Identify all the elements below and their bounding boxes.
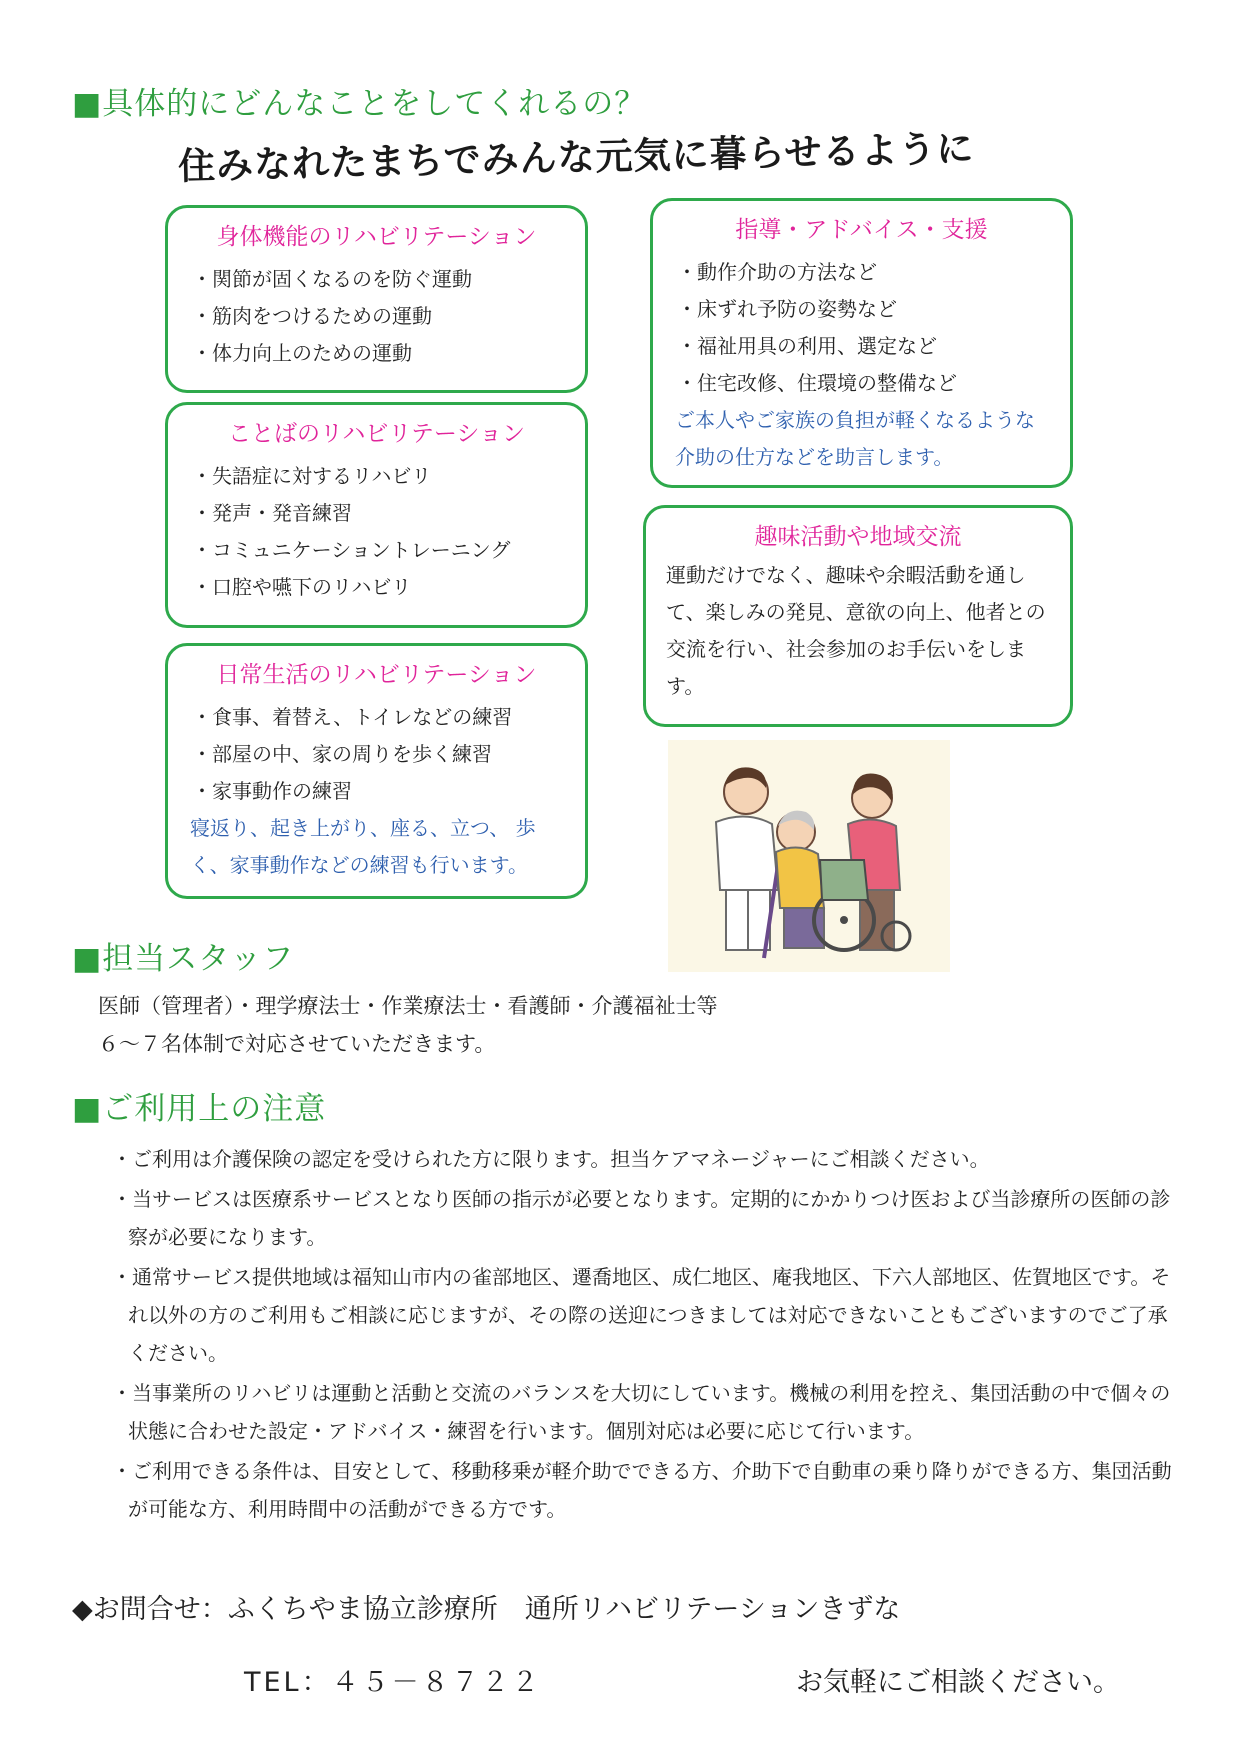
list-item: ・福祉用具の利用、選定など	[677, 334, 937, 358]
list-item: ・食事、着替え、トイレなどの練習	[192, 705, 513, 729]
box-guidance-support	[650, 198, 1073, 488]
list-item: ・家事動作の練習	[192, 779, 352, 803]
box-note: 寝返り、起き上がり、座る、立つ、 歩く、家事動作などの練習も行います。	[190, 816, 536, 877]
list-item: ・住宅改修、住環境の整備など	[677, 371, 957, 395]
caution-list	[100, 1140, 1175, 1530]
caregiver-illustration	[668, 740, 950, 972]
contact-tel: TEL：４５－８７２２	[244, 1667, 542, 1698]
box-hobby-community	[643, 505, 1073, 727]
contact-line: ◆お問合せ：ふくちやま協立診療所 通所リハビリテーションきずな	[72, 1594, 901, 1625]
box-note: ご本人やご家族の負担が軽くなるような介助の仕方などを助言します。	[675, 408, 1035, 469]
box-title: 日常生活のリハビリテーション	[216, 662, 537, 688]
caution-item: ・ご利用できる条件は、目安として、移動移乗が軽介助でできる方、介助下で自動車の乗り降りができる方、集団活動が可能な方、利用時間中の活動ができる方です。	[112, 1459, 1172, 1521]
caution-item: ・ご利用は介護保険の認定を受けられた方に限ります。担当ケアマネージャーにご相談ください。	[112, 1147, 990, 1171]
box-daily-living-rehab	[165, 643, 588, 899]
section-heading-what: ■具体的にどんなことをしてくれるの？	[72, 86, 647, 122]
list-item: ・動作介助の方法など	[677, 260, 877, 284]
main-title: 住みなれたまちでみんな元気に暮らせるように	[177, 126, 975, 188]
box-speech-rehab	[165, 402, 588, 628]
list-item: ・失語症に対するリハビリ	[192, 464, 432, 488]
caution-item: ・通常サービス提供地域は福知山市内の雀部地区、遷喬地区、成仁地区、庵我地区、下六人部地区、佐賀地区です。それ以外の方のご利用もご相談に応じますが、その際の送迎につきましては対応できないこともございますのでご了承ください。	[112, 1265, 1171, 1365]
section-heading-caution: ■ご利用上の注意	[72, 1091, 327, 1127]
box-paragraph: 運動だけでなく、趣味や余暇活動を通して、楽しみの発見、意欲の向上、他者との交流を行い、社会参加のお手伝いをします。	[666, 563, 1046, 698]
caregiver-illustration-svg	[668, 740, 950, 972]
box-title: 指導・アドバイス・支援	[735, 217, 988, 243]
box-title: 趣味活動や地域交流	[754, 524, 962, 550]
list-item: ・発声・発音練習	[192, 501, 352, 525]
box-physical-rehab	[165, 205, 588, 393]
list-item: ・口腔や嚥下のリハビリ	[192, 575, 412, 599]
list-item: ・筋肉をつけるための運動	[192, 304, 432, 328]
box-title: ことばのリハビリテーション	[228, 421, 525, 447]
list-item: ・コミュニケーショントレーニング	[192, 538, 511, 562]
list-item: ・床ずれ予防の姿勢など	[677, 297, 897, 321]
list-item: ・体力向上のための運動	[192, 341, 412, 365]
caution-item: ・当事業所のリハビリは運動と活動と交流のバランスを大切にしています。機械の利用を控え、集団活動の中で個々の状態に合わせた設定・アドバイス・練習を行います。個別対応は必要に応じて行います。	[112, 1381, 1171, 1443]
box-title: 身体機能のリハビリテーション	[216, 224, 537, 250]
section-heading-staff: ■担当スタッフ	[72, 941, 295, 977]
staff-roles: 医師（管理者）・理学療法士・作業療法士・看護師・介護福祉士等	[98, 994, 718, 1018]
staff-count: ６～７名体制で対応させていただきます。	[98, 1032, 496, 1056]
caution-item: ・当サービスは医療系サービスとなり医師の指示が必要となります。定期的にかかりつけ医および当診療所の医師の診察が必要になります。	[112, 1187, 1171, 1249]
list-item: ・部屋の中、家の周りを歩く練習	[192, 742, 492, 766]
contact-closing: お気軽にご相談ください。	[796, 1667, 1120, 1698]
list-item: ・関節が固くなるのを防ぐ運動	[192, 267, 472, 291]
